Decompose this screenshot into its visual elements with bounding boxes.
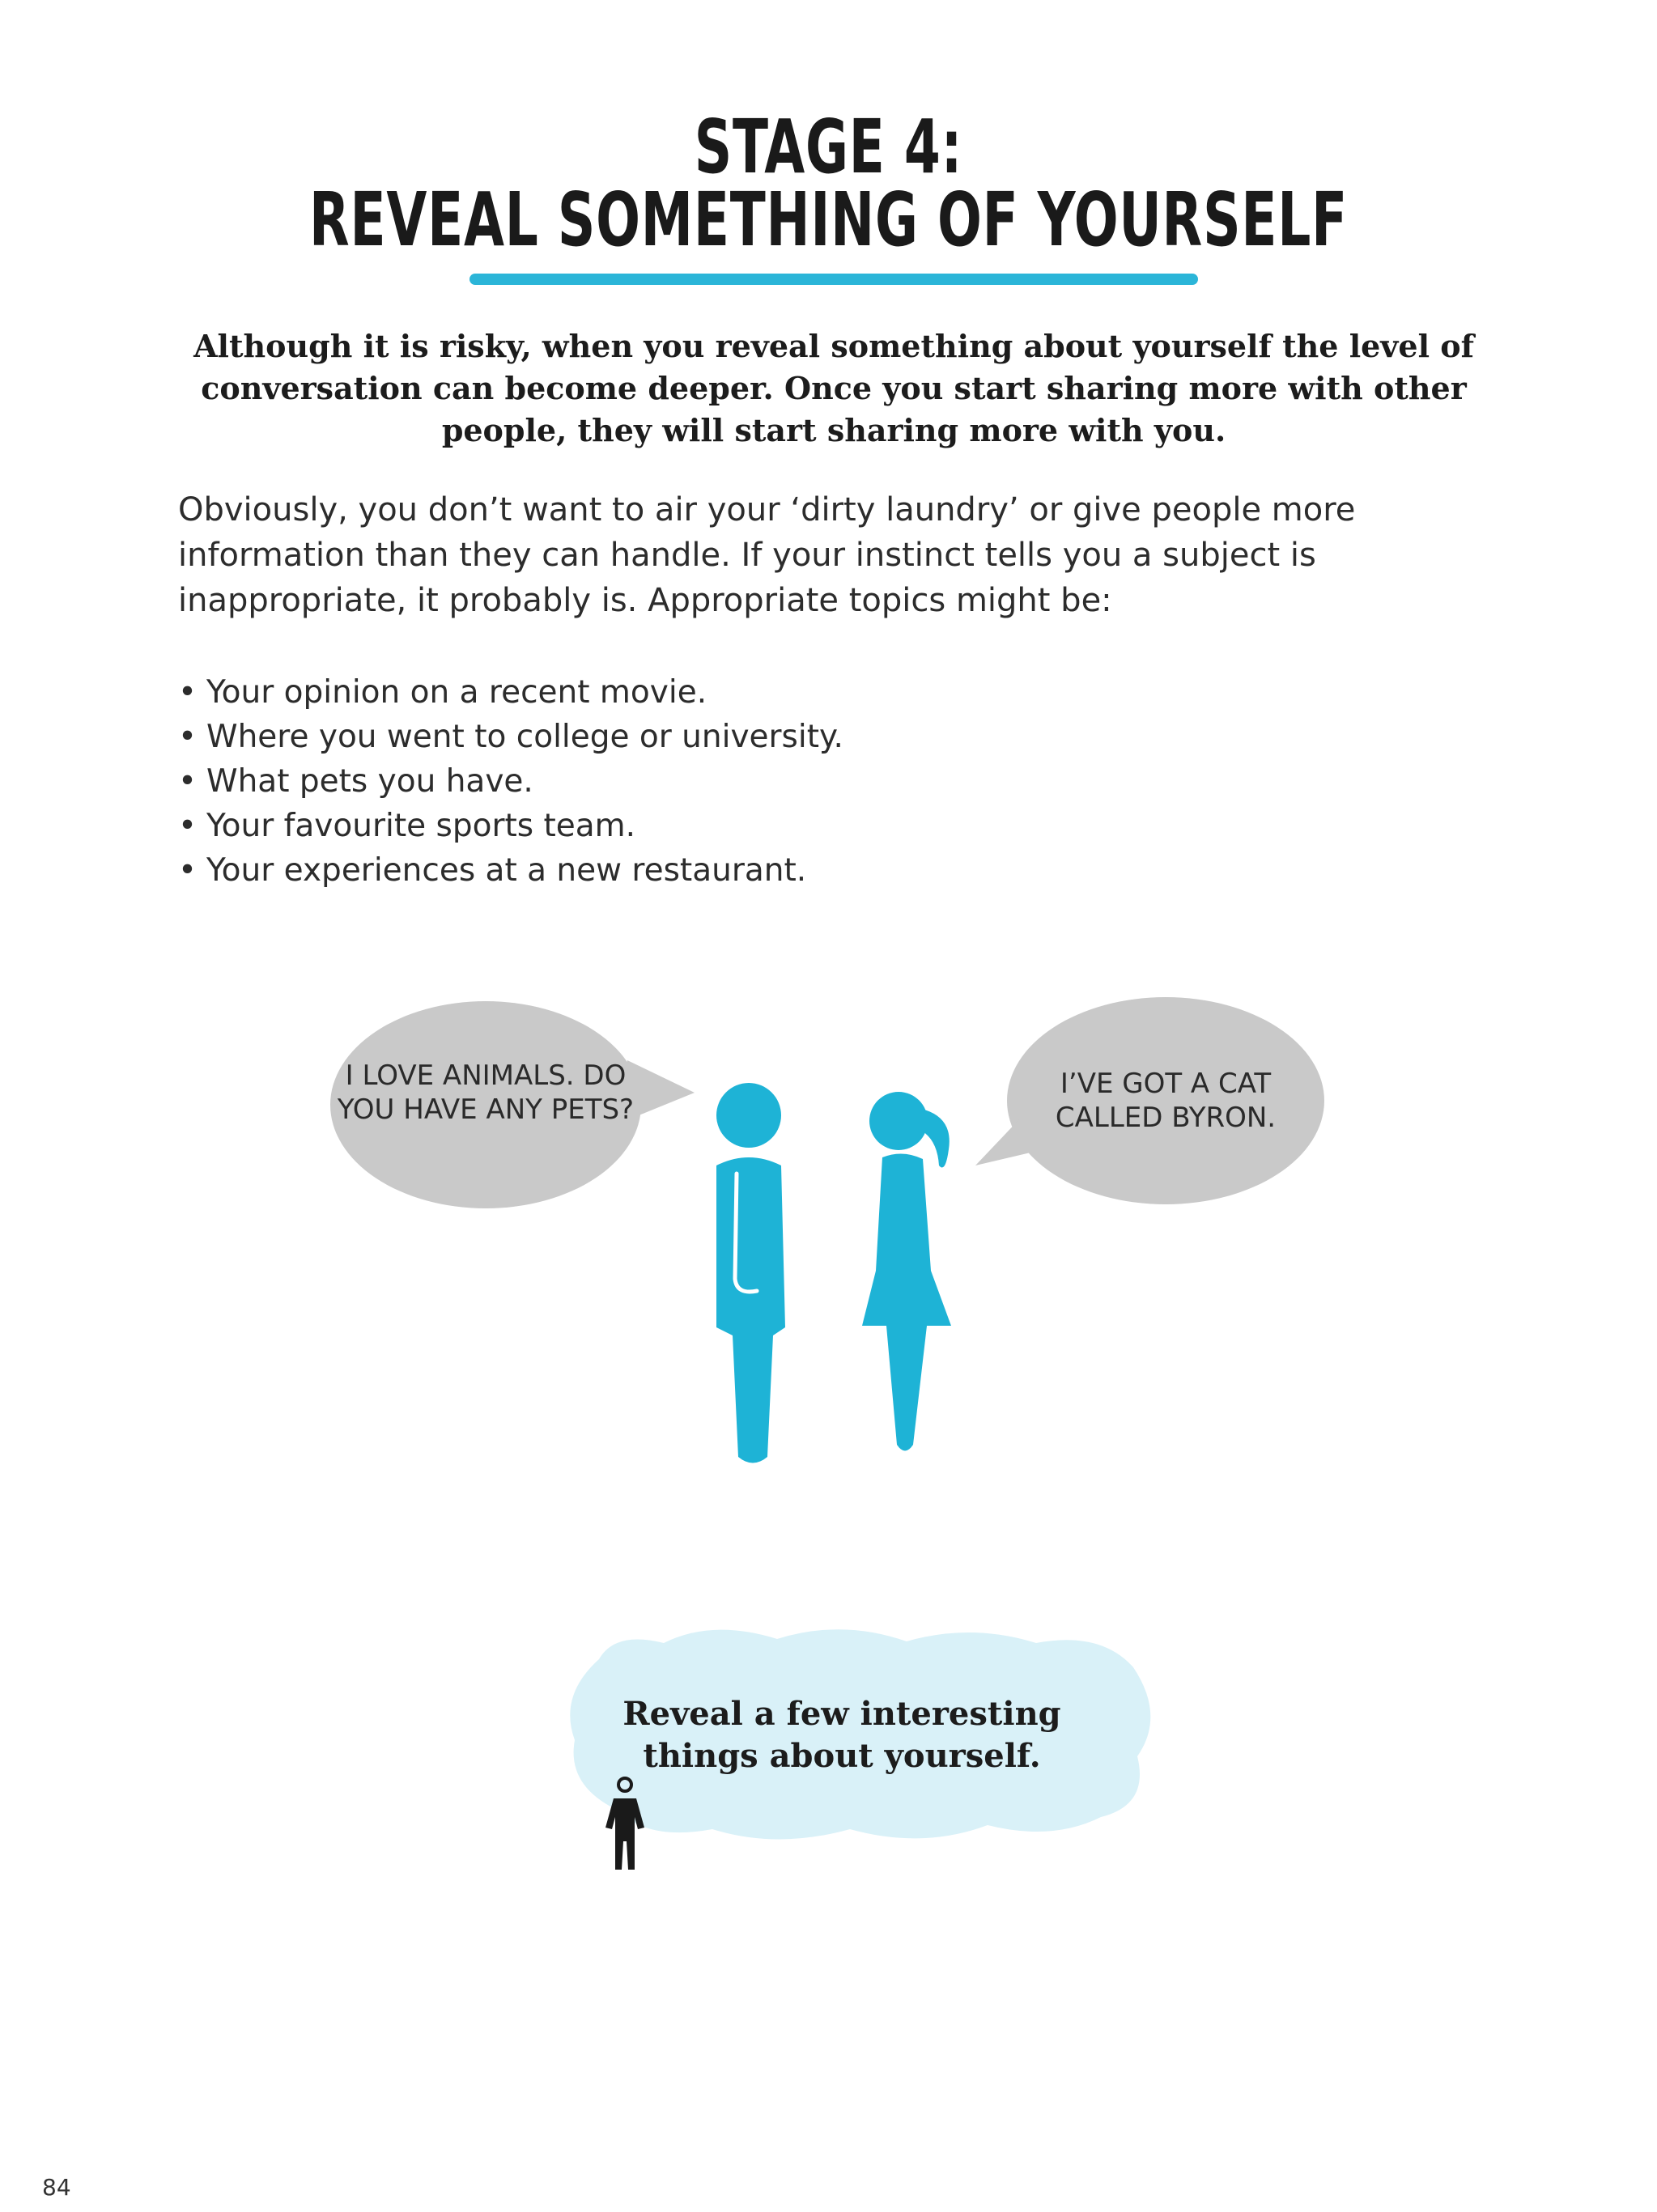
title-underline bbox=[469, 274, 1198, 285]
man-figure-icon bbox=[716, 1083, 785, 1463]
list-item: • Where you went to college or university. bbox=[178, 715, 843, 759]
list-item: • Your opinion on a recent movie. bbox=[178, 670, 843, 715]
woman-figure-icon bbox=[862, 1092, 951, 1451]
list-item: • What pets you have. bbox=[178, 759, 843, 804]
callout-text: Reveal a few interesting things about yourself. bbox=[622, 1695, 1061, 1775]
page-title-stage: STAGE 4: bbox=[694, 104, 963, 190]
list-item: • Your experiences at a new restaurant. bbox=[178, 848, 843, 893]
page-number: 84 bbox=[42, 2174, 71, 2201]
list-item: • Your favourite sports team. bbox=[178, 804, 843, 848]
page-title: REVEAL SOMETHING OF YOURSELF bbox=[308, 176, 1349, 263]
intro-paragraph: Although it is risky, when you reveal something about yourself the level of conversation can become deeper. Once you start sharing more with other people, they will start sharing more with you. bbox=[193, 328, 1474, 448]
body-paragraph: Obviously, you don’t want to air your ‘dirty laundry’ or give people more information than they can handle. If your instinct tells you a subject is inappropriate, it probably is. Appropriate topics might be: bbox=[178, 491, 1356, 619]
speech-text-left: I LOVE ANIMALS. DO YOU HAVE ANY PETS? bbox=[337, 1059, 635, 1126]
topics-list bbox=[178, 670, 843, 893]
speech-text-right: I’VE GOT A CAT CALLED BYRON. bbox=[1055, 1068, 1277, 1134]
